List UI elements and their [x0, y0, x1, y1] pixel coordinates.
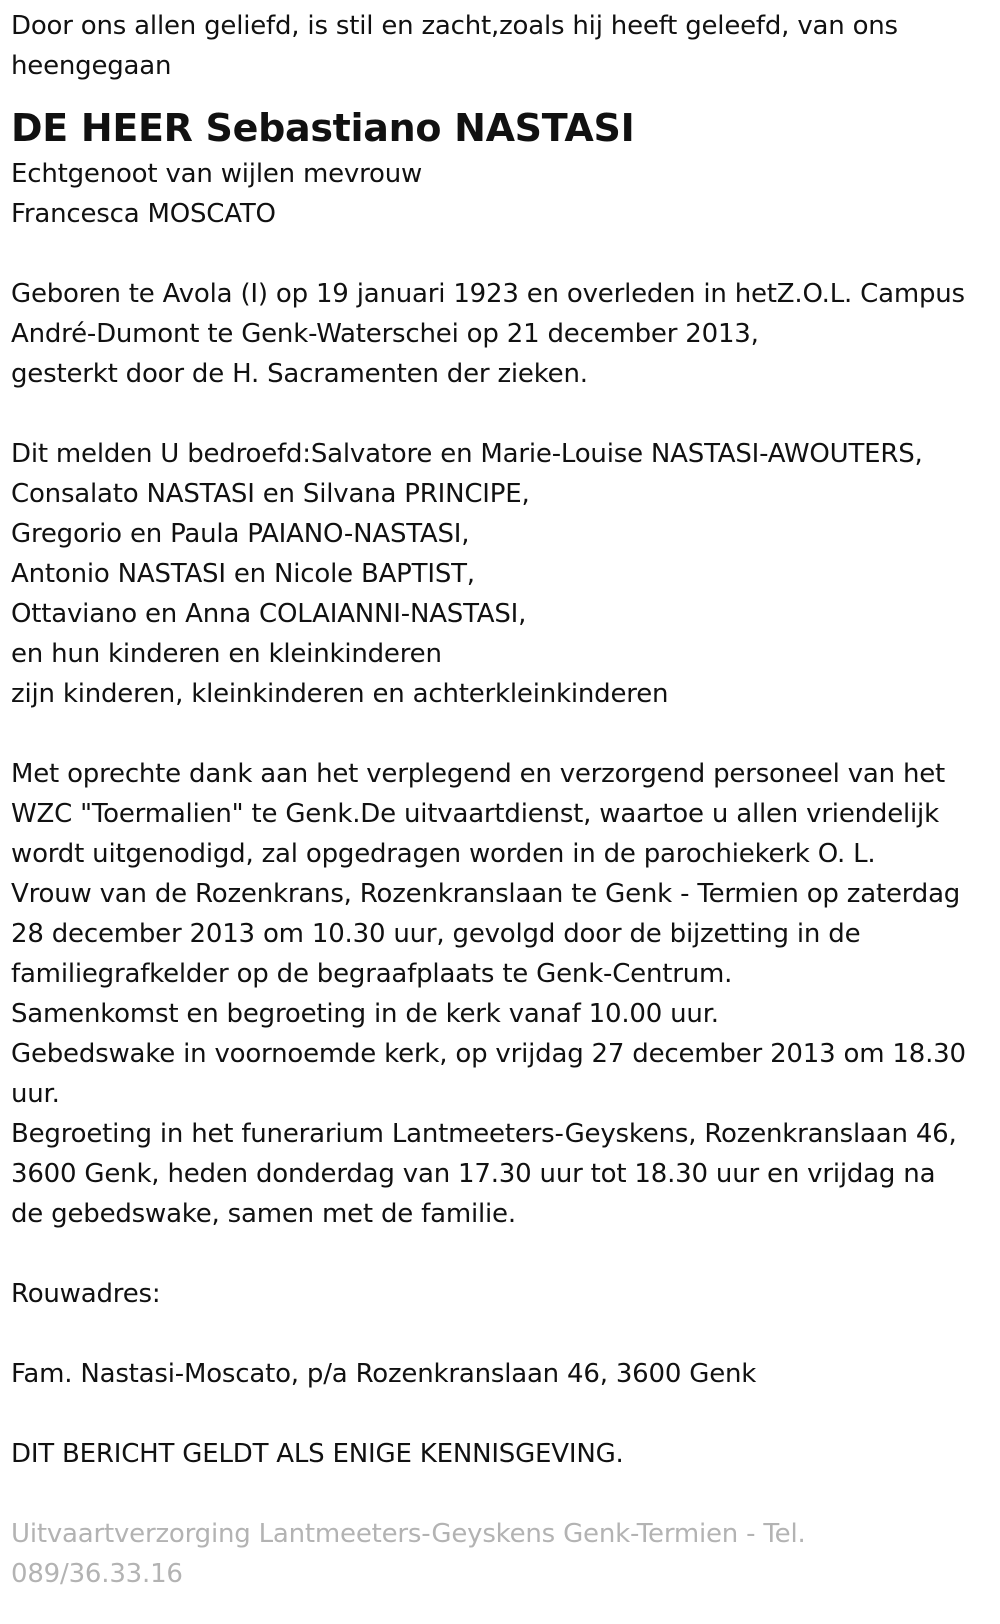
spouse-text	[11, 154, 990, 234]
intro-text	[11, 6, 990, 86]
service-line: WZC "Toermalien" te Genk.De uitvaartdienst, waartoe u allen vriendelijk	[11, 799, 939, 829]
family-line: Dit melden U bedroefd:Salvatore en Marie-Louise NASTASI-AWOUTERS,	[11, 439, 923, 469]
footer-line: Uitvaartverzorging Lantmeeters-Geyskens Genk-Termien - Tel.	[11, 1519, 806, 1549]
family-line: Consalato NASTASI en Silvana PRINCIPE,	[11, 479, 530, 509]
family-line: Ottaviano en Anna COLAIANNI-NASTASI,	[11, 599, 527, 629]
service-line: de gebedswake, samen met de familie.	[11, 1199, 516, 1229]
birth-death-line: Geboren te Avola (I) op 19 januari 1923 en overleden in hetZ.O.L. Campus	[11, 279, 965, 309]
address-label: Rouwadres:	[11, 1279, 161, 1309]
birth-death-line: André-Dumont te Genk-Waterschei op 21 december 2013,	[11, 319, 759, 349]
deceased-name-title: DE HEER Sebastiano NASTASI	[11, 106, 635, 150]
service-line: Vrouw van de Rozenkrans, Rozenkranslaan te Genk - Termien op zaterdag	[11, 879, 961, 909]
footer-line: 089/36.33.16	[11, 1559, 183, 1589]
birth-death-paragraph	[11, 274, 990, 394]
service-line: Met oprechte dank aan het verplegend en verzorgend personeel van het	[11, 759, 946, 789]
service-line: familiegrafkelder op de begraafplaats te Genk-Centrum.	[11, 959, 733, 989]
intro-line: Door ons allen geliefd, is stil en zacht,zoals hij heeft geleefd, van ons	[11, 11, 898, 41]
family-line: Antonio NASTASI en Nicole BAPTIST,	[11, 559, 475, 589]
notice-statement: DIT BERICHT GELDT ALS ENIGE KENNISGEVING.	[11, 1439, 624, 1469]
spouse-line: Echtgenoot van wijlen mevrouw	[11, 159, 423, 189]
service-line: Samenkomst en begroeting in de kerk vanaf 10.00 uur.	[11, 999, 719, 1029]
service-line: Begroeting in het funerarium Lantmeeters-Geyskens, Rozenkranslaan 46,	[11, 1119, 957, 1149]
intro-line: heengegaan	[11, 51, 172, 81]
family-line: zijn kinderen, kleinkinderen en achterkleinkinderen	[11, 679, 669, 709]
service-paragraph	[11, 754, 990, 1234]
family-line: Gregorio en Paula PAIANO-NASTASI,	[11, 519, 470, 549]
service-line: Gebedswake in voornoemde kerk, op vrijdag 27 december 2013 om 18.30	[11, 1039, 966, 1069]
service-line: wordt uitgenodigd, zal opgedragen worden in de parochiekerk O. L.	[11, 839, 876, 869]
service-line: 3600 Genk, heden donderdag van 17.30 uur tot 18.30 uur en vrijdag na	[11, 1159, 936, 1189]
funeral-director-footer	[11, 1514, 990, 1594]
service-line: uur.	[11, 1079, 60, 1109]
family-paragraph	[11, 434, 990, 714]
family-line: en hun kinderen en kleinkinderen	[11, 639, 442, 669]
mourning-address: Fam. Nastasi-Moscato, p/a Rozenkranslaan 46, 3600 Genk	[11, 1359, 757, 1389]
birth-death-line: gesterkt door de H. Sacramenten der zieken.	[11, 359, 588, 389]
service-line: 28 december 2013 om 10.30 uur, gevolgd door de bijzetting in de	[11, 919, 861, 949]
spouse-line: Francesca MOSCATO	[11, 199, 276, 229]
